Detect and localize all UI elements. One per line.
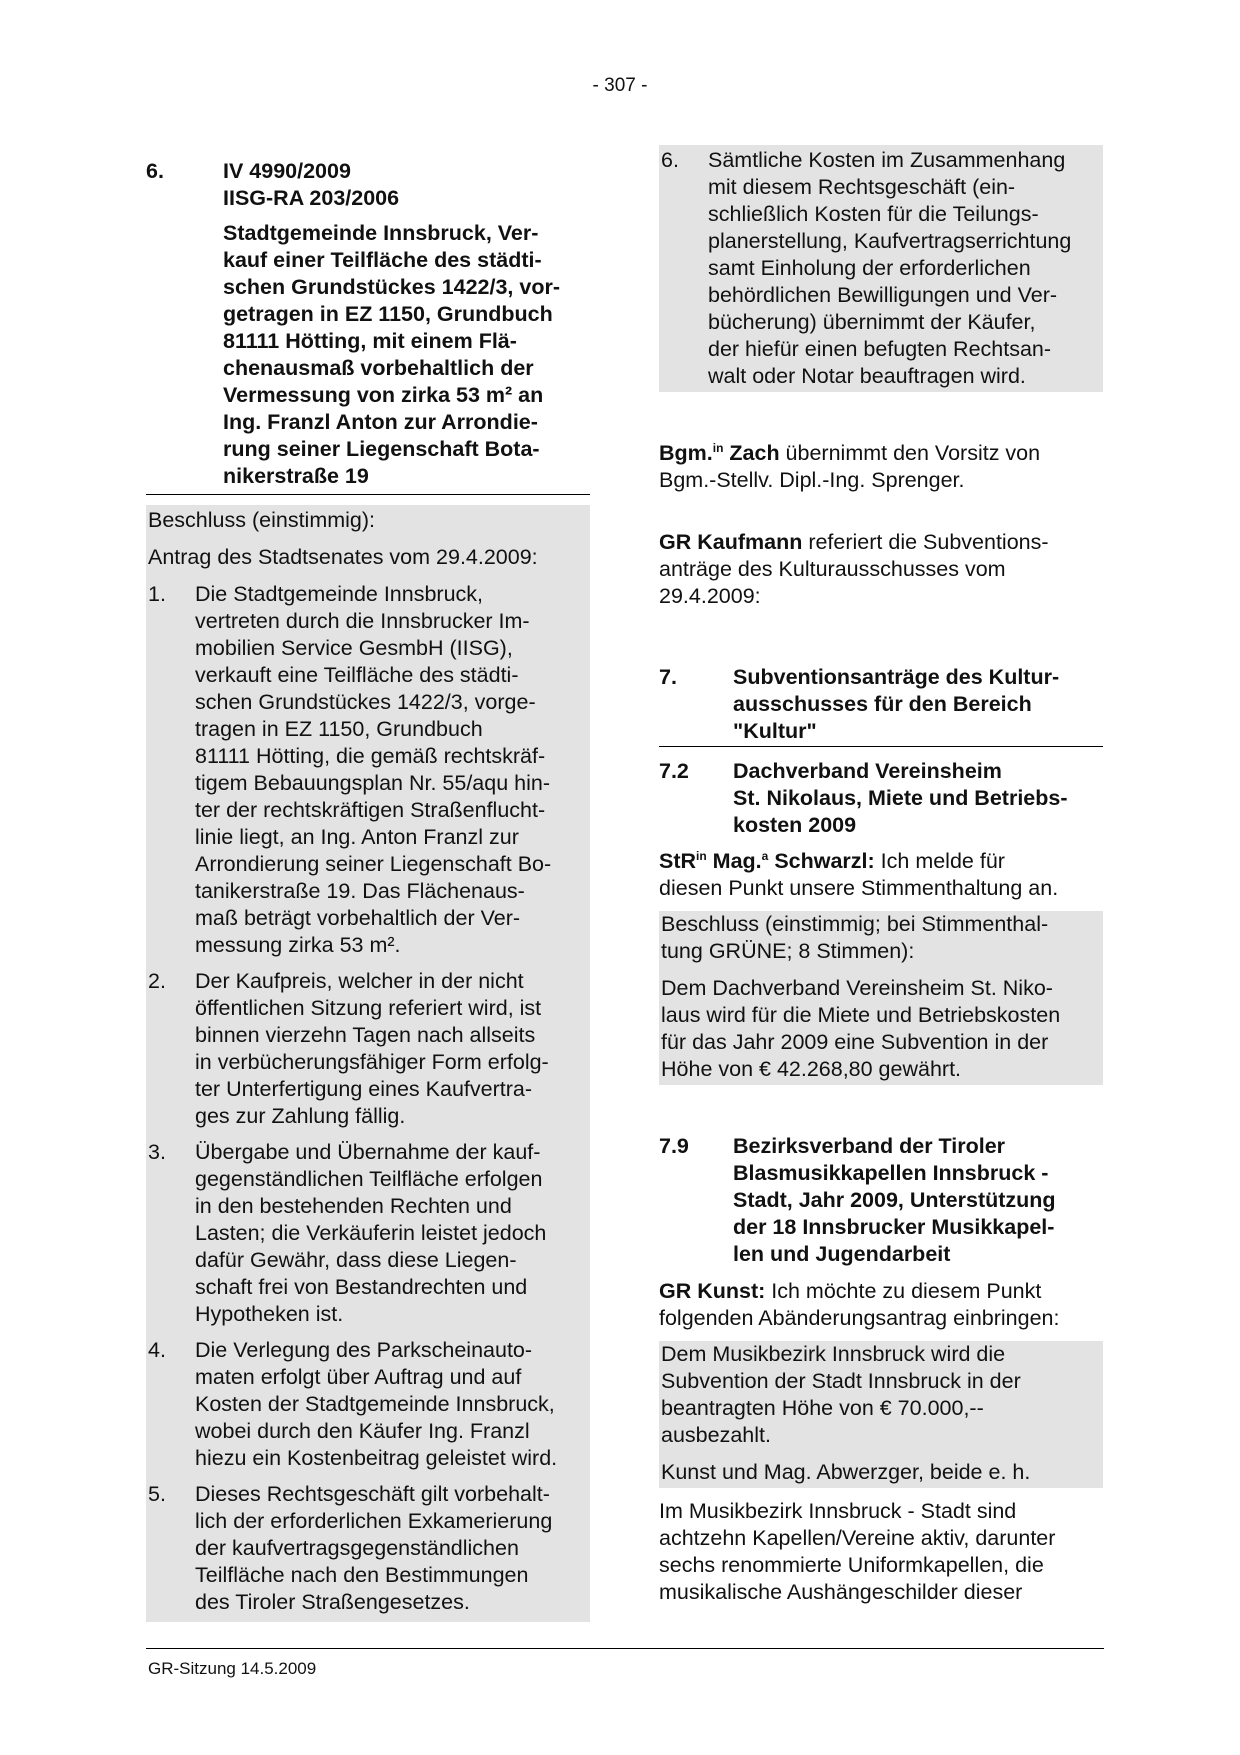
amendment-box: Dem Musikbezirk Innsbruck wird die Subvention der Stadt Innsbruck in der beantragten Höhe von € 70.000,-- ausbezahlt. Kunst und Mag. Abwerzger, beide e. h. [659,1341,1103,1488]
title-line: nikerstraße 19 [223,464,369,488]
resolution-7-2-box: Beschluss (einstimmig; bei Stimmenthal- tung GRÜNE; 8 Stimmen): Dem Dachverband Vereinsheim St. Niko- laus wird für die Miete und Betriebskosten für das Jahr 2009 eine Subvention in der Höhe von € 42.268,80 gewährt. [659,911,1103,1085]
list-item: 1. Die Stadtgemeinde Innsbruck, vertreten durch die Innsbrucker Im- mobilien Service GesmbH (IISG), verkauft eine Teilfläche des städti- schen Grundstückes 1422/3, vorge- tragen in EZ 1150, Grundbuch 81111 Hötting, die gemäß rechtskräf- tigem Bebauungsplan Nr. 55/aqu hin- ter der rechtskräftigen Straßenflucht- linie liegt, an Ing. Anton Franzl zur Arrondierung seiner Liegenschaft Bo- tanikerstraße 19. Das Flächenaus- maß beträgt vorbehaltlich der Ver- messung zirka 53 m². [148,582,552,957]
reference-1: IV 4990/2009 [223,159,351,183]
beschluss-label: Beschluss (einstimmig): [148,508,375,532]
musik-paragraph: Im Musikbezirk Innsbruck - Stadt sind achtzehn Kapellen/Vereine aktiv, darunter sechs renommierte Uniformkapellen, die musikalische Aushängeschilder dieser [659,1499,1056,1604]
kunst-paragraph: GR Kunst: Ich möchte zu diesem Punkt folgenden Abänderungsantrag einbringen: [659,1279,1060,1330]
reference-2: IISG-RA 203/2006 [223,186,400,210]
list-item: 5. Dieses Rechtsgeschäft gilt vorbehalt- lich der erforderlichen Exkamerierung der kaufvertragsgegenständlichen Teilfläche nach den Bestimmungen des Tiroler Straßengesetzes. [148,1482,553,1614]
title-line: kauf einer Teilfläche des städti- [223,248,542,272]
schwarzl-paragraph: StR$^{in}$ Mag.$^a$ Schwarzl: Ich melde für diesen Punkt unsere Stimmenthaltung an. [659,848,1059,900]
page-number: - 307 - [592,75,648,96]
section-divider [146,494,590,495]
footer-rule [146,1648,1104,1649]
list-item: 6. Sämtliche Kosten im Zusammenhang mit diesem Rechtsgeschäft (ein- schließlich Kosten für die Teilungs- planerstellung, Kaufvertragserrichtung samt Einholung der erforderlichen behördlichen Bewilligungen und Ver- bücherung) übernimmt der Käufer, der hiefür einen befugten Rechtsan- walt oder Notar beauftragen wird. [661,148,1072,388]
list-item: 4. Die Verlegung des Parkscheinauto- maten erfolgt über Auftrag und auf Kosten der Stadtgemeinde Innsbruck, wobei durch den Käufer Ing. Franzl hiezu ein Kostenbeitrag geleistet wird. [148,1338,558,1470]
list-item: 2. Der Kaufpreis, welcher in der nicht öffentlichen Sitzung referiert wird, ist binnen vierzehn Tagen nach allseits in verbücherungsfähiger Form erfolg- ter Unterfertigung eines Kaufvertra- ges zur Zahlung fällig. [148,969,549,1128]
footer-text: GR-Sitzung 14.5.2009 [148,1659,317,1678]
section-7-header: 7. Subventionsanträge des Kultur- ausschusses für den Bereich "Kultur" [659,665,1060,743]
left-column [146,158,590,1622]
title-line: 81111 Hötting, mit einem Flä- [223,329,517,353]
antrag-label: Antrag des Stadtsenates vom 29.4.2009: [148,545,538,569]
list-item: 3. Übergabe und Übernahme der kauf- gegenständlichen Teilfläche erfolgen in den bestehenden Rechten und Lasten; die Verkäuferin leistet jedoch dafür Gewähr, dass diese Liegen- schaft frei von Bestandrechten und Hypotheken ist. [148,1140,547,1326]
section-6-title [223,220,590,490]
section-7-2-header: 7.2 Dachverband Vereinsheim St. Nikolaus, Miete und Betriebs- kosten 2009 [659,759,1068,837]
title-line: getragen in EZ 1150, Grundbuch [223,302,553,326]
chair-transfer-paragraph: Bgm.$^{in}$ Zach übernimmt den Vorsitz von Bgm.-Stellv. Dipl.-Ing. Sprenger. [659,440,1041,492]
title-line: Vermessung von zirka 53 m² an [223,383,544,407]
title-line: chenausmaß vorbehaltlich der [223,356,534,380]
title-line: rung seiner Liegenschaft Bota- [223,437,540,461]
section-7-9-header: 7.9 Bezirksverband der Tiroler Blasmusikkapellen Innsbruck - Stadt, Jahr 2009, Unterstützung der 18 Innsbrucker Musikkapel- len und Jugendarbeit [659,1134,1056,1266]
kaufmann-paragraph: GR Kaufmann referiert die Subventions- anträge des Kulturausschusses vom 29.4.2009: [659,530,1049,608]
section-6-header [146,158,590,490]
section-6-number: 6. [146,159,164,183]
title-line: schen Grundstückes 1422/3, vor- [223,275,560,299]
title-line: Ing. Franzl Anton zur Arrondie- [223,410,538,434]
right-column [659,145,1103,1606]
signers: Kunst und Mag. Abwerzger, beide e. h. [661,1460,1031,1484]
resolution-box [146,505,590,1622]
title-line: Stadtgemeinde Innsbruck, Ver- [223,221,539,245]
item-6-box [659,145,1103,392]
